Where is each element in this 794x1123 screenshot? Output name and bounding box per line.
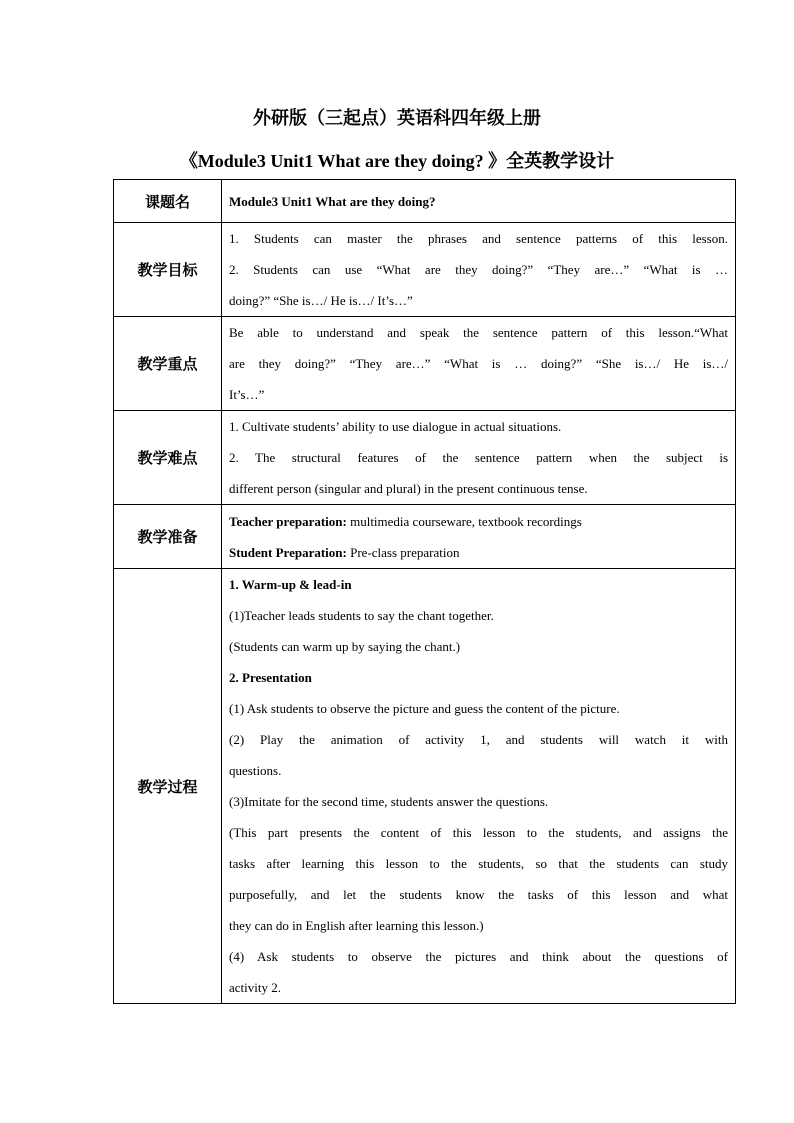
student-preparation-label: Student Preparation: <box>229 544 347 560</box>
key-point-line: Be able to understand and speak the sentence pattern of this lesson.“What <box>229 325 728 340</box>
process-line: (4) Ask students to observe the pictures and think about the questions of <box>229 949 728 964</box>
label-topic: 课题名 <box>114 180 222 223</box>
row-preparation <box>114 505 736 569</box>
difficulty-line: 1. Cultivate students’ ability to use dialogue in actual situations. <box>229 419 562 434</box>
process-heading-presentation: 2. Presentation <box>229 670 312 685</box>
preparation-content <box>222 505 736 569</box>
objective-line: doing?” “She is…/ He is…/ It’s…” <box>229 293 413 308</box>
row-process <box>114 569 736 1004</box>
difficulty-line: 2. The structural features of the sentence pattern when the subject is <box>229 450 728 465</box>
objective-line: 1. Students can master the phrases and sentence patterns of this lesson. <box>229 231 728 246</box>
label-process: 教学过程 <box>114 569 222 1004</box>
process-line: they can do in English after learning this lesson.) <box>229 918 484 933</box>
teacher-preparation-value: multimedia courseware, textbook recordings <box>346 513 582 529</box>
teacher-preparation-label: Teacher preparation: <box>229 513 347 529</box>
process-line: questions. <box>229 763 282 778</box>
lesson-plan-table <box>113 179 736 1004</box>
process-line: (1) Ask students to observe the picture and guess the content of the picture. <box>229 701 620 716</box>
label-key-points: 教学重点 <box>114 317 222 411</box>
key-point-line: are they doing?” “They are…” “What is … doing?” “She is…/ He is…/ <box>229 356 728 371</box>
difficulty-line: different person (singular and plural) in the present continuous tense. <box>229 481 588 496</box>
process-line: (3)Imitate for the second time, students answer the questions. <box>229 794 549 809</box>
difficulties-content <box>222 411 736 505</box>
row-objectives <box>114 223 736 317</box>
key-points-content <box>222 317 736 411</box>
process-line: tasks after learning this lesson to the students, so that the students can study <box>229 856 728 871</box>
key-point-line: It’s…” <box>229 387 265 402</box>
topic-value: Module3 Unit1 What are they doing? <box>222 180 736 223</box>
process-line: activity 2. <box>229 980 281 995</box>
process-line: (This part presents the content of this lesson to the students, and assigns the <box>229 825 728 840</box>
process-line: purposefully, and let the students know the tasks of this lesson and what <box>229 887 728 902</box>
objectives-content <box>222 223 736 317</box>
process-content <box>222 569 736 1004</box>
process-heading-warmup: 1. Warm-up & lead-in <box>229 577 352 592</box>
teacher-preparation <box>229 506 728 537</box>
row-difficulties <box>114 411 736 505</box>
label-preparation: 教学准备 <box>114 505 222 569</box>
document-title: 外研版（三起点）英语科四年级上册 <box>253 108 541 128</box>
process-line: (1)Teacher leads students to say the chant together. <box>229 608 494 623</box>
process-line: (2) Play the animation of activity 1, and students will watch it with <box>229 732 728 747</box>
label-difficulties: 教学难点 <box>114 411 222 505</box>
student-preparation-value: Pre-class preparation <box>346 544 460 560</box>
objective-line: 2. Students can use “What are they doing?” “They are…” “What is … <box>229 262 728 277</box>
label-objectives: 教学目标 <box>114 223 222 317</box>
lesson-title: 《Module3 Unit1 What are they doing? 》全英教学设计 <box>179 151 615 171</box>
student-preparation <box>229 537 728 568</box>
process-line: (Students can warm up by saying the chant.) <box>229 639 461 654</box>
row-topic <box>114 180 736 223</box>
row-key-points <box>114 317 736 411</box>
